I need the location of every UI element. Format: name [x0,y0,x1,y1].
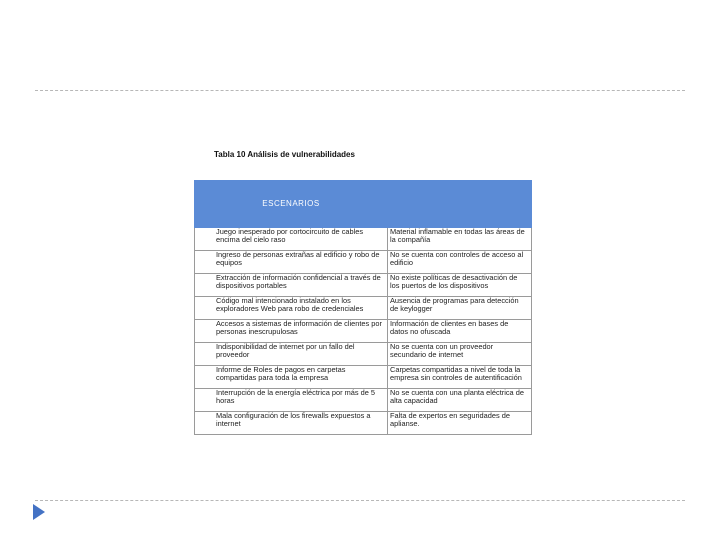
scenario-cell: Informe de Roles de pagos en carpetas compartidas para toda la empresa [195,366,388,389]
vulnerability-cell: No existe políticas de desactivación de los puertos de los dispositivos [388,274,532,297]
table-row [195,251,532,274]
scenario-cell: Juego inesperado por cortocircuito de cables encima del cielo raso [195,228,388,251]
vulnerability-cell: No se cuenta con un proveedor secundario de internet [388,343,532,366]
scenario-cell: Extracción de información confidencial a través de dispositivos portables [195,274,388,297]
table-row [195,320,532,343]
table-row [195,366,532,389]
triangle-bullet-icon [33,504,45,520]
table-row [195,297,532,320]
vulnerability-table [194,180,658,435]
header-vulnerabilidad: VULNERABILIDAD [388,181,532,228]
vulnerability-cell: Información de clientes en bases de datos no ofuscada [388,320,532,343]
vulnerability-cell: Ausencia de programas para detección de keylogger [388,297,532,320]
table-header-row [195,181,532,228]
header-escenarios: ESCENARIOS [195,181,388,228]
vulnerability-cell: No se cuenta con una planta eléctrica de alta capacidad [388,389,532,412]
top-dashed-divider [35,90,685,91]
scenario-cell: Ingreso de personas extrañas al edificio y robo de equipos [195,251,388,274]
scenario-cell: Indisponibilidad de internet por un fallo del proveedor [195,343,388,366]
table-row [195,412,532,435]
table-row [195,274,532,297]
table-row [195,228,532,251]
scenario-cell: Código mal intencionado instalado en los exploradores Web para robo de credenciales [195,297,388,320]
vulnerability-cell: Carpetas compartidas a nivel de toda la empresa sin controles de autentificación [388,366,532,389]
scenario-cell: Accesos a sistemas de información de clientes por personas inescrupulosas [195,320,388,343]
bottom-dashed-divider [35,500,685,501]
table-row [195,389,532,412]
scenario-cell: Mala configuración de los firewalls expuestos a internet [195,412,388,435]
table-row [195,343,532,366]
vulnerability-cell: No se cuenta con controles de acceso al edificio [388,251,532,274]
scenario-cell: Interrupción de la energía eléctrica por más de 5 horas [195,389,388,412]
vulnerability-cell: Material inflamable en todas las áreas de la compañía [388,228,532,251]
vulnerability-cell: Falta de expertos en seguridades de aplianse. [388,412,532,435]
table-caption: Tabla 10 Análisis de vulnerabilidades [214,150,355,159]
